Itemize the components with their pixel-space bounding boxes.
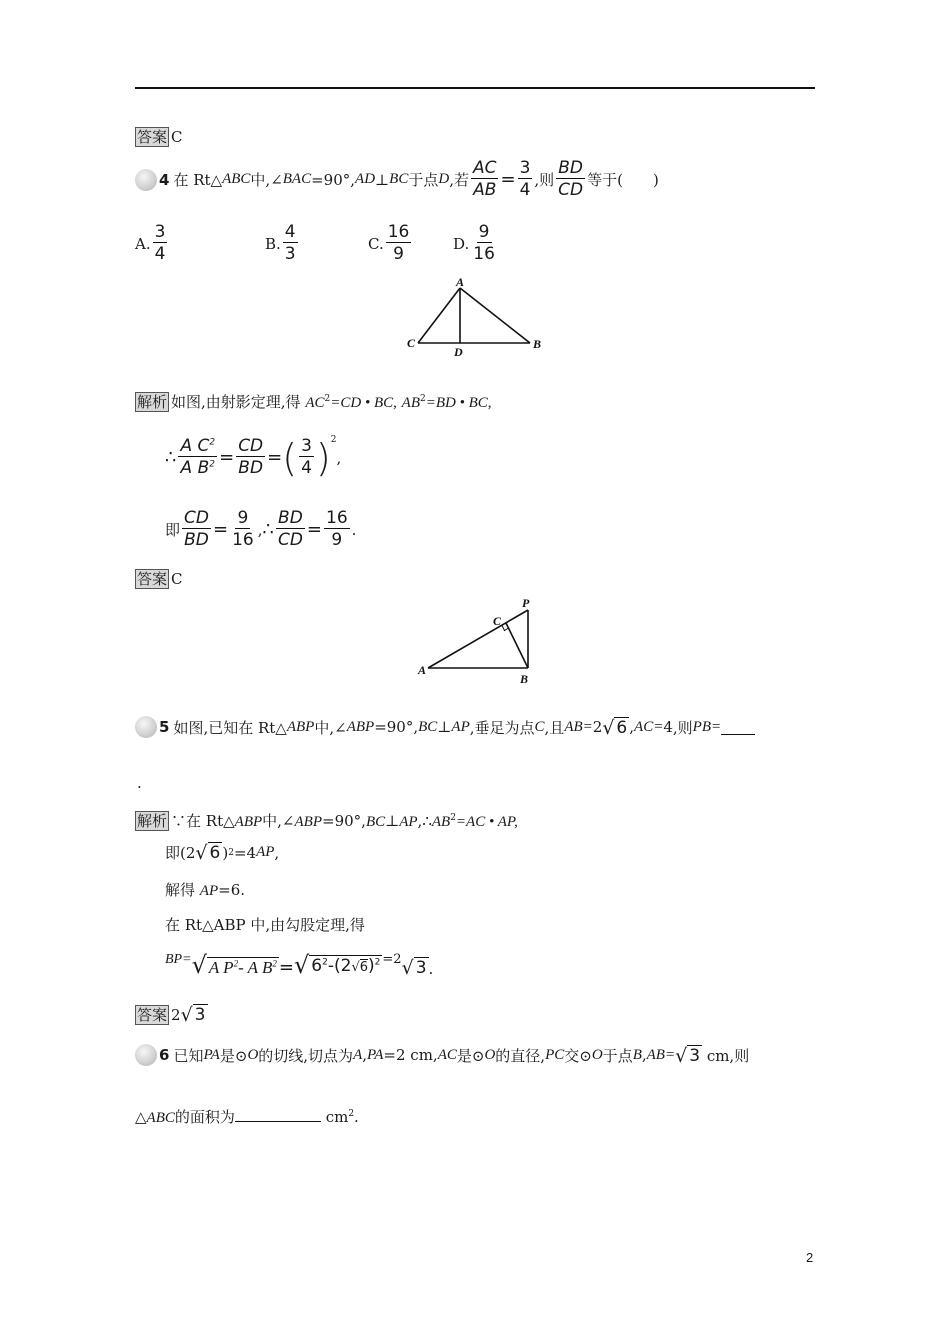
stem-var: ABC (222, 171, 251, 187)
stem-var: O (247, 1046, 259, 1063)
fraction-ac2-ab2 (178, 436, 217, 479)
solution-var: AP (256, 844, 275, 860)
question-number: 4 (159, 170, 170, 189)
superscript: 2 (450, 813, 456, 823)
solution-text: =2 (382, 952, 402, 967)
fraction-cd-bd (236, 436, 265, 479)
solution-var: AP (199, 883, 219, 899)
superscript: 2 (374, 957, 381, 968)
stem-text: ⊥ (375, 170, 390, 189)
stem-var: B (632, 1046, 642, 1063)
stem-text: ⊥ (437, 718, 452, 736)
stem-text: 等于( ) (587, 171, 659, 189)
stem-text: 的直径, (495, 1046, 546, 1065)
stem-text: . (354, 1108, 359, 1126)
stem-text: 的面积为 (174, 1108, 235, 1126)
radicand: 3 (415, 958, 427, 978)
superscript: 2 (272, 958, 277, 969)
frac-num: AC (472, 158, 497, 178)
solution-var: BP= (165, 952, 192, 967)
option-label: D. (453, 234, 470, 253)
vertex-label-b: B (520, 672, 529, 686)
fraction-3-4 (299, 436, 314, 479)
stem-text: ,则 (672, 718, 693, 737)
solution-var: AB (431, 814, 451, 830)
radicand: 6 (616, 717, 628, 738)
stem-text: 于点 (408, 171, 439, 189)
radical-sign: √ (191, 951, 207, 979)
frac-den: 4 (519, 180, 531, 200)
option-label: C. (368, 234, 384, 253)
stem-text: 已知 (173, 1046, 204, 1065)
stem-text: , (362, 1046, 368, 1064)
superscript: 2 (209, 437, 216, 448)
stem-var: BAC (282, 171, 312, 187)
therefore-symbol: ∴ (165, 447, 177, 468)
radicand-text: 6 (311, 956, 323, 976)
frac-den: 4 (154, 244, 166, 264)
segment-bc (506, 623, 528, 668)
option-fraction (471, 222, 497, 265)
period: . (428, 960, 434, 978)
comma: , (257, 520, 263, 539)
stem-text: =90°, (374, 718, 419, 736)
comma: , (336, 448, 342, 467)
stem-text: ,则 (534, 171, 555, 189)
stem-var: A (353, 1046, 363, 1063)
solution-text: 解得 (165, 881, 196, 899)
radical-sign: √ (294, 951, 310, 979)
frac-num (178, 436, 217, 457)
option-fraction (153, 222, 168, 265)
solution-text: 中,∠ (262, 812, 295, 830)
solution-text: 如图,由射影定理,得 (171, 393, 301, 411)
period: . (351, 520, 357, 539)
stem-text: △ (135, 1108, 147, 1126)
solution-text: 即(2 (165, 844, 196, 862)
radicand-text: A P (208, 958, 234, 977)
stem-var: AP (451, 718, 470, 735)
sqrt-3 (402, 957, 429, 978)
stem-text: 4 (663, 718, 673, 736)
header-rule (135, 87, 815, 89)
frac-den: CD (558, 180, 584, 200)
radical-sign: √ (195, 842, 208, 864)
superscript: 2 (322, 957, 328, 968)
equals: = (278, 957, 294, 978)
stem-text: 交⊙ (564, 1046, 592, 1065)
superscript: 2 (324, 394, 331, 404)
solution-var: AP (399, 814, 418, 830)
frac-num: 3 (301, 436, 312, 456)
stem-text: . (137, 774, 142, 792)
fraction-bd-cd (556, 158, 585, 201)
frac-num: 16 (387, 222, 410, 242)
radical-sign: √ (180, 1004, 193, 1026)
frac-den: AB (473, 180, 497, 200)
equals: = (219, 447, 235, 468)
inner-radical: √6 (351, 960, 369, 975)
q5-solution-line1 (135, 810, 518, 831)
solution-text: =90°, (322, 812, 366, 830)
stem-var: AB= (646, 1046, 676, 1063)
stem-var: D (438, 171, 450, 187)
q5-solution-line5 (165, 952, 433, 978)
stem-text: 在 Rt△ (173, 171, 223, 189)
stem-var: PB= (692, 718, 722, 735)
radicand-text: -(2 (327, 956, 352, 976)
fraction-cd-bd (182, 508, 211, 551)
triangle-figure-abc (400, 272, 550, 362)
question-number: 5 (159, 718, 170, 736)
fraction-16-9 (324, 508, 350, 551)
analysis-tag: 解析 (137, 812, 168, 830)
solution-var: AC (305, 395, 325, 411)
solution-text: 即 (165, 521, 181, 539)
stem-text: 如图,已知在 Rt△ (173, 718, 287, 737)
equals: = (500, 169, 516, 190)
question-6-line2 (135, 1106, 359, 1127)
stem-text: =90°, (311, 170, 356, 189)
solution-var: =CD • BC, (330, 395, 397, 411)
answer-tag: 答案 (137, 1005, 168, 1024)
q4-answer-line (135, 569, 183, 589)
stem-var: PA (203, 1046, 220, 1063)
therefore-symbol: ∴ (262, 519, 274, 540)
vertex-label-b: B (533, 337, 542, 351)
option-d[interactable] (453, 222, 499, 265)
frac-den: 16 (473, 244, 495, 264)
radical-sign: √ (602, 716, 615, 739)
question-marker-icon (135, 169, 157, 191)
stem-var: O (591, 1046, 603, 1063)
answer-blank[interactable] (235, 1107, 321, 1122)
stem-text: 中,∠ (250, 171, 283, 189)
radicand (309, 955, 382, 978)
triangle-figure-abp (410, 596, 550, 688)
stem-var: ABP (346, 718, 375, 735)
sqrt-6 (195, 842, 222, 863)
stem-var: AC= (634, 718, 664, 735)
option-a[interactable] (135, 222, 169, 265)
question-marker-icon (135, 716, 157, 738)
frac-num: 9 (237, 508, 249, 528)
frac-den: CD (277, 530, 303, 550)
option-label: A. (135, 234, 151, 253)
stem-var: AC (437, 1046, 457, 1063)
solution-text: ∵在 Rt△ (171, 812, 235, 830)
option-c[interactable] (368, 222, 413, 265)
answer-line (135, 127, 183, 147)
equals: = (306, 519, 323, 540)
vertex-label-c: C (493, 614, 502, 628)
solution-text: , (274, 843, 280, 862)
segment-ab (460, 288, 530, 343)
solution-text: ,∴ (417, 812, 432, 830)
answer-tag: 答案 (137, 128, 168, 146)
frac-den-text: A B (180, 458, 210, 478)
answer-value: 2 (171, 1005, 181, 1024)
question-number: 6 (159, 1046, 170, 1064)
solution-var: BC (365, 814, 386, 830)
frac-den: 9 (331, 530, 343, 550)
option-fraction (283, 222, 298, 265)
option-label: B. (265, 234, 281, 253)
equals: = (267, 447, 283, 468)
inner-radicand: 6 (359, 960, 369, 975)
stem-var: BC (418, 718, 438, 735)
frac-num: 9 (478, 222, 490, 242)
answer-tag: 答案 (137, 570, 168, 588)
frac-den: BD (238, 458, 264, 478)
vertex-label-c: C (407, 336, 416, 350)
radicand (207, 957, 279, 978)
frac-num: BD (558, 158, 584, 178)
solution-text: =6. (218, 881, 246, 899)
frac-num: BD (278, 508, 303, 528)
solution-var: ABP (234, 814, 263, 830)
q5-solution-line2: 即(2 √ 6 ) 2 =4 AP , (165, 842, 280, 864)
solution-text: =4 (233, 843, 257, 862)
frac-den: 4 (301, 458, 312, 478)
frac-den: 3 (284, 244, 296, 264)
stem-text: ,垂足为点 (469, 718, 535, 737)
stem-text: cm (325, 1108, 349, 1126)
vertex-label-d: D (454, 345, 463, 359)
option-b[interactable] (265, 222, 300, 265)
segment-ca (418, 288, 460, 343)
radicand: 3 (194, 1005, 206, 1025)
frac-den (179, 457, 217, 479)
superscript: 2 (233, 958, 239, 969)
fraction-9-16 (230, 508, 256, 551)
stem-text: 是⊙ (219, 1046, 248, 1065)
solution-text: ) (222, 843, 229, 862)
frac-num: 16 (326, 508, 348, 528)
fraction-bd-cd (276, 508, 305, 551)
solution-text: ⊥ (385, 812, 400, 830)
radicand-text: ) (368, 956, 375, 976)
frac-num: CD (238, 436, 264, 456)
answer-blank[interactable] (721, 720, 755, 735)
stem-text: 2 (592, 718, 603, 736)
stem-var: O (484, 1046, 496, 1063)
stem-text: 的切线,切点为 (258, 1046, 354, 1065)
q5-solution-line3 (165, 879, 245, 900)
solution-var: ABP (294, 814, 322, 830)
frac-num: 3 (154, 222, 166, 242)
equals: = (212, 519, 229, 540)
frac-num: 4 (284, 222, 296, 242)
stem-var: PC (545, 1046, 565, 1063)
stem-text: , (629, 718, 635, 736)
superscript: 2 (348, 1109, 355, 1119)
q4-solution-line3 (165, 508, 356, 551)
frac-den: BD (184, 530, 209, 550)
q4-solution-line1 (135, 391, 492, 412)
superscript: 2 (209, 459, 215, 470)
stem-var: ABC (146, 1110, 175, 1126)
stem-var: AB= (564, 718, 593, 735)
solution-var: =BD • BC, (425, 395, 492, 411)
sqrt-expression (294, 952, 382, 978)
q5-answer-line (135, 1004, 208, 1025)
sqrt-ap2-ab2 (192, 952, 279, 978)
radical-sign: √ (401, 957, 414, 979)
sqrt-3 (181, 1004, 208, 1025)
fraction-3-4 (518, 158, 533, 201)
stem-var: BC (389, 171, 409, 187)
stem-text: cm,则 (706, 1046, 750, 1065)
frac-num: CD (184, 508, 209, 528)
stem-var: AD (355, 171, 376, 187)
stem-text: 于点 (602, 1046, 633, 1065)
stem-var: C (534, 718, 545, 735)
superscript: 2 (420, 394, 426, 404)
vertex-label-p: P (522, 596, 530, 610)
stem-var: PA (367, 1046, 384, 1063)
analysis-tag: 解析 (137, 393, 168, 411)
stem-text: , (641, 1046, 647, 1064)
stem-var: ABP (286, 718, 315, 735)
page-number: 2 (806, 1250, 814, 1265)
fraction-ac-ab (471, 158, 499, 201)
option-fraction (386, 222, 412, 265)
frac-num: 3 (519, 158, 531, 178)
sqrt-6 (602, 717, 629, 738)
solution-var: =AC • AP, (455, 814, 518, 830)
solution-var: AB (401, 395, 420, 411)
question-5 (135, 716, 755, 738)
frac-den: 9 (393, 244, 404, 264)
vertex-label-a: A (418, 663, 427, 677)
stem-text: =2 cm, (383, 1046, 438, 1064)
stem-text: 中,∠ (314, 718, 347, 737)
answer-value: C (171, 570, 183, 588)
left-paren: ( (282, 435, 298, 480)
sqrt-3 (675, 1045, 702, 1066)
radicand: 3 (689, 1045, 701, 1066)
question-4 (135, 158, 659, 201)
question-marker-icon (135, 1044, 157, 1066)
stem-text: 是⊙ (456, 1046, 485, 1065)
q4-solution-line2: ∴ $\frac{A C^2}{A B^2}$ = $\frac{CD}{BD}$ = ( $\frac{3}{4}$ ) 2 , (165, 435, 342, 480)
frac-den: 16 (232, 530, 254, 550)
radicand: 6 (209, 843, 221, 863)
radical-sign: √ (675, 1044, 688, 1067)
radicand-text: - A B (238, 958, 273, 977)
q5-solution-line4: 在 Rt△ABP 中,由勾股定理,得 (165, 916, 365, 934)
stem-text: ,若 (449, 171, 469, 189)
answer-value: C (171, 128, 183, 146)
question-6 (135, 1044, 749, 1066)
right-paren: ) (315, 435, 331, 480)
stem-text: ,且 (544, 718, 565, 737)
vertex-label-a: A (456, 275, 465, 289)
frac-num-text: A C (180, 436, 210, 456)
